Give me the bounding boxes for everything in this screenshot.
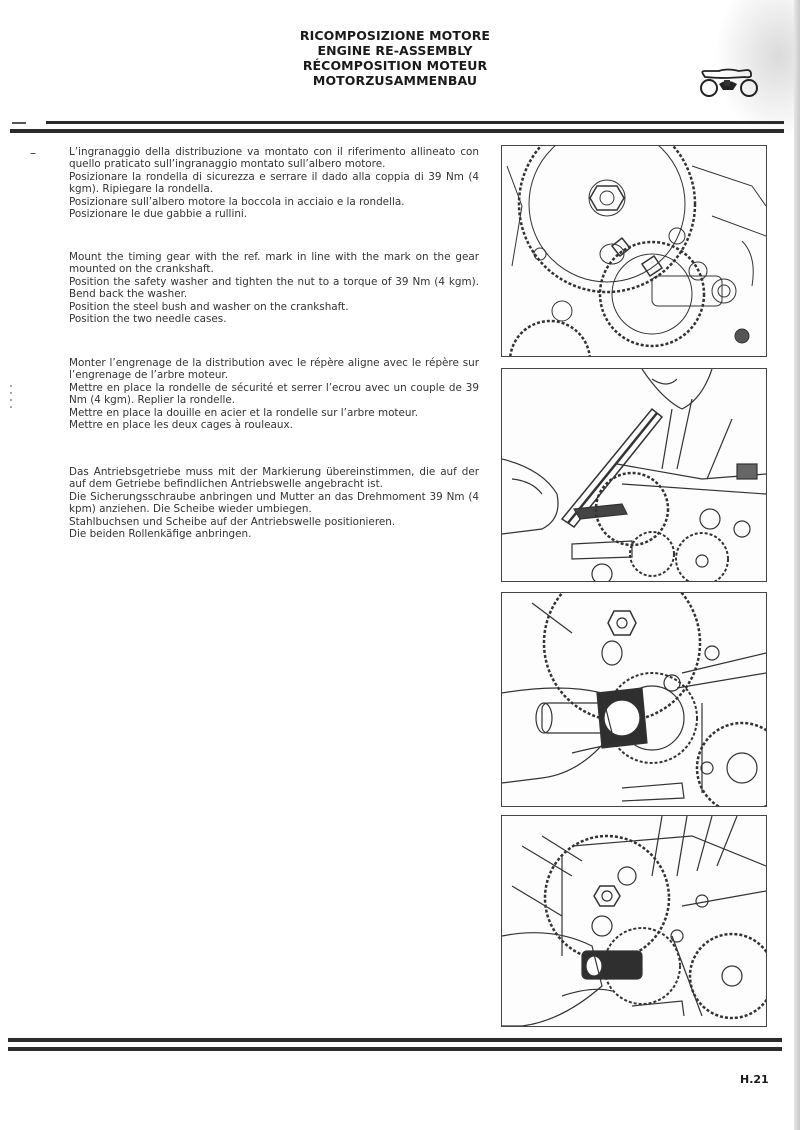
text-line: Die beiden Rollenkäfige anbringen. xyxy=(69,528,252,541)
title-italian: RICOMPOSIZIONE MOTORE xyxy=(299,28,491,43)
text-line: Mettre en place les deux cages à rouleaux. xyxy=(69,419,293,432)
figure-bush-washer xyxy=(501,592,767,807)
header-rule-mark xyxy=(12,122,26,124)
bullet-dash: – xyxy=(30,146,36,160)
figure-needle-cases xyxy=(501,815,767,1027)
text-line: Posizionare la rondella di sicurezza e serrare il dado alla coppia di 39 Nm (4 kgm). Ripiegare la rondella. xyxy=(69,170,479,196)
header-rule-bottom xyxy=(10,129,784,133)
text-line: Die Sicherungsschraube anbringen und Mutter an das Drehmoment 39 Nm (4 kpm) anziehen. Die Scheibe wieder umbiegen. xyxy=(69,490,479,516)
text-line: Mount the timing gear with the ref. mark in line with the mark on the gear mounted on the crankshaft. xyxy=(69,251,479,276)
text-line: Posizionare sull’albero motore la boccola in acciaio e la rondella. xyxy=(69,195,405,208)
text-line: Mettre en place la rondelle de sécurité et serrer l’ecrou avec un couple de 39 Nm (4 kgm). Replier la rondelle. xyxy=(69,381,479,407)
page-number: H.21 xyxy=(740,1073,769,1086)
figure-torque-wrench xyxy=(501,368,767,582)
section-italian xyxy=(69,146,479,220)
title-french: RÉCOMPOSITION MOTEUR xyxy=(302,58,488,73)
text-line: Mettre en place la douille en acier et la rondelle sur l’arbre moteur. xyxy=(69,406,419,419)
scan-edge xyxy=(794,0,800,1130)
footer-rule-bottom xyxy=(8,1047,782,1051)
footer-rule-top xyxy=(8,1038,782,1042)
page-header xyxy=(250,28,540,88)
text-line: Position the safety washer and tighten the nut to a torque of 39 Nm (4 kgm). Bend back the washer. xyxy=(69,275,479,301)
figure-timing-gear xyxy=(501,145,767,357)
section-english xyxy=(69,251,479,325)
text-line: Monter l’engrenage de la distribution avec le répère aligne avec le répère sur l’engrenage de l’arbre moteur. xyxy=(69,357,479,382)
section-german xyxy=(69,466,479,540)
section-french xyxy=(69,357,479,431)
text-line: Stahlbuchsen und Scheibe auf der Antriebswelle positionieren. xyxy=(69,515,396,528)
text-line: Position the steel bush and washer on the crankshaft. xyxy=(69,300,349,313)
scan-margin-marks xyxy=(8,380,14,420)
gear-illustration xyxy=(502,146,766,356)
torque-wrench-illustration xyxy=(502,369,766,581)
motorcycle-icon xyxy=(697,66,761,98)
title-german: MOTORZUSAMMENBAU xyxy=(312,73,478,88)
needle-cases-illustration xyxy=(502,816,766,1026)
text-line: Das Antriebsgetriebe muss mit der Markierung übereinstimmen, die auf der auf dem Getriebe befindlichen Antriebswelle angebracht ist. xyxy=(69,466,479,491)
text-line: Position the two needle cases. xyxy=(69,313,227,326)
title-english: ENGINE RE-ASSEMBLY xyxy=(317,43,473,58)
text-line: Posizionare le due gabbie a rullini. xyxy=(69,208,248,221)
bush-washer-illustration xyxy=(502,593,766,806)
header-rule-top xyxy=(46,121,784,124)
text-line: L’ingranaggio della distribuzione va montato con il riferimento allineato con quello praticato sull’ingranaggio montato sull’albero motore. xyxy=(69,146,479,171)
